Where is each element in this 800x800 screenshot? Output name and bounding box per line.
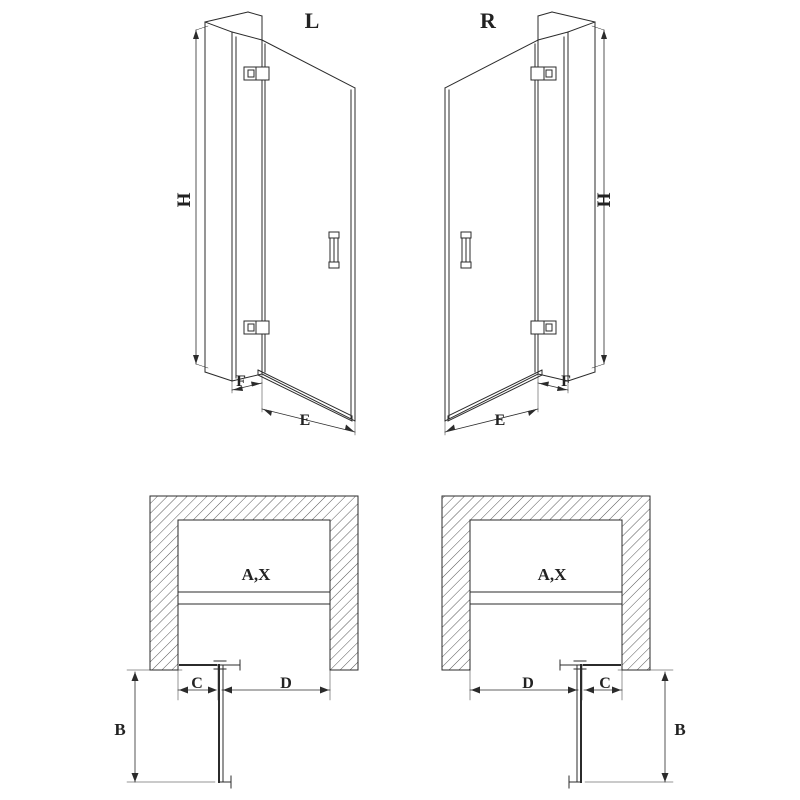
hinge-upper-right bbox=[531, 67, 556, 80]
label-c-right: C bbox=[599, 675, 611, 692]
label-b-right: B bbox=[674, 720, 686, 739]
label-f-left: F bbox=[236, 373, 246, 390]
label-d-right: D bbox=[522, 675, 534, 692]
handle-right bbox=[461, 232, 471, 268]
hinge-lower-left bbox=[244, 321, 269, 334]
label-c-left: C bbox=[191, 675, 203, 692]
hinge-upper-left bbox=[244, 67, 269, 80]
label-ax-right: A,X bbox=[537, 565, 567, 584]
plan-left-view bbox=[127, 496, 358, 788]
label-height-right: H bbox=[594, 192, 615, 208]
dimension-h-left bbox=[193, 26, 208, 368]
dimension-b-right bbox=[585, 670, 673, 782]
label-d-left: D bbox=[280, 675, 292, 692]
plan-right-view bbox=[442, 496, 673, 788]
label-height-left: H bbox=[174, 192, 195, 208]
label-variant-left: L bbox=[304, 8, 320, 33]
hinge-lower-right bbox=[531, 321, 556, 334]
label-b-left: B bbox=[114, 720, 126, 739]
dimension-ef-right bbox=[445, 374, 568, 435]
elevation-left-view bbox=[193, 12, 355, 435]
handle-left bbox=[329, 232, 339, 268]
elevation-right-view bbox=[445, 12, 607, 435]
label-e-left: E bbox=[299, 412, 311, 429]
dimension-fe-left bbox=[232, 374, 355, 435]
label-e-right: E bbox=[494, 412, 506, 429]
label-ax-left: A,X bbox=[241, 565, 271, 584]
label-variant-right: R bbox=[480, 8, 496, 33]
label-f-right: F bbox=[561, 373, 571, 390]
